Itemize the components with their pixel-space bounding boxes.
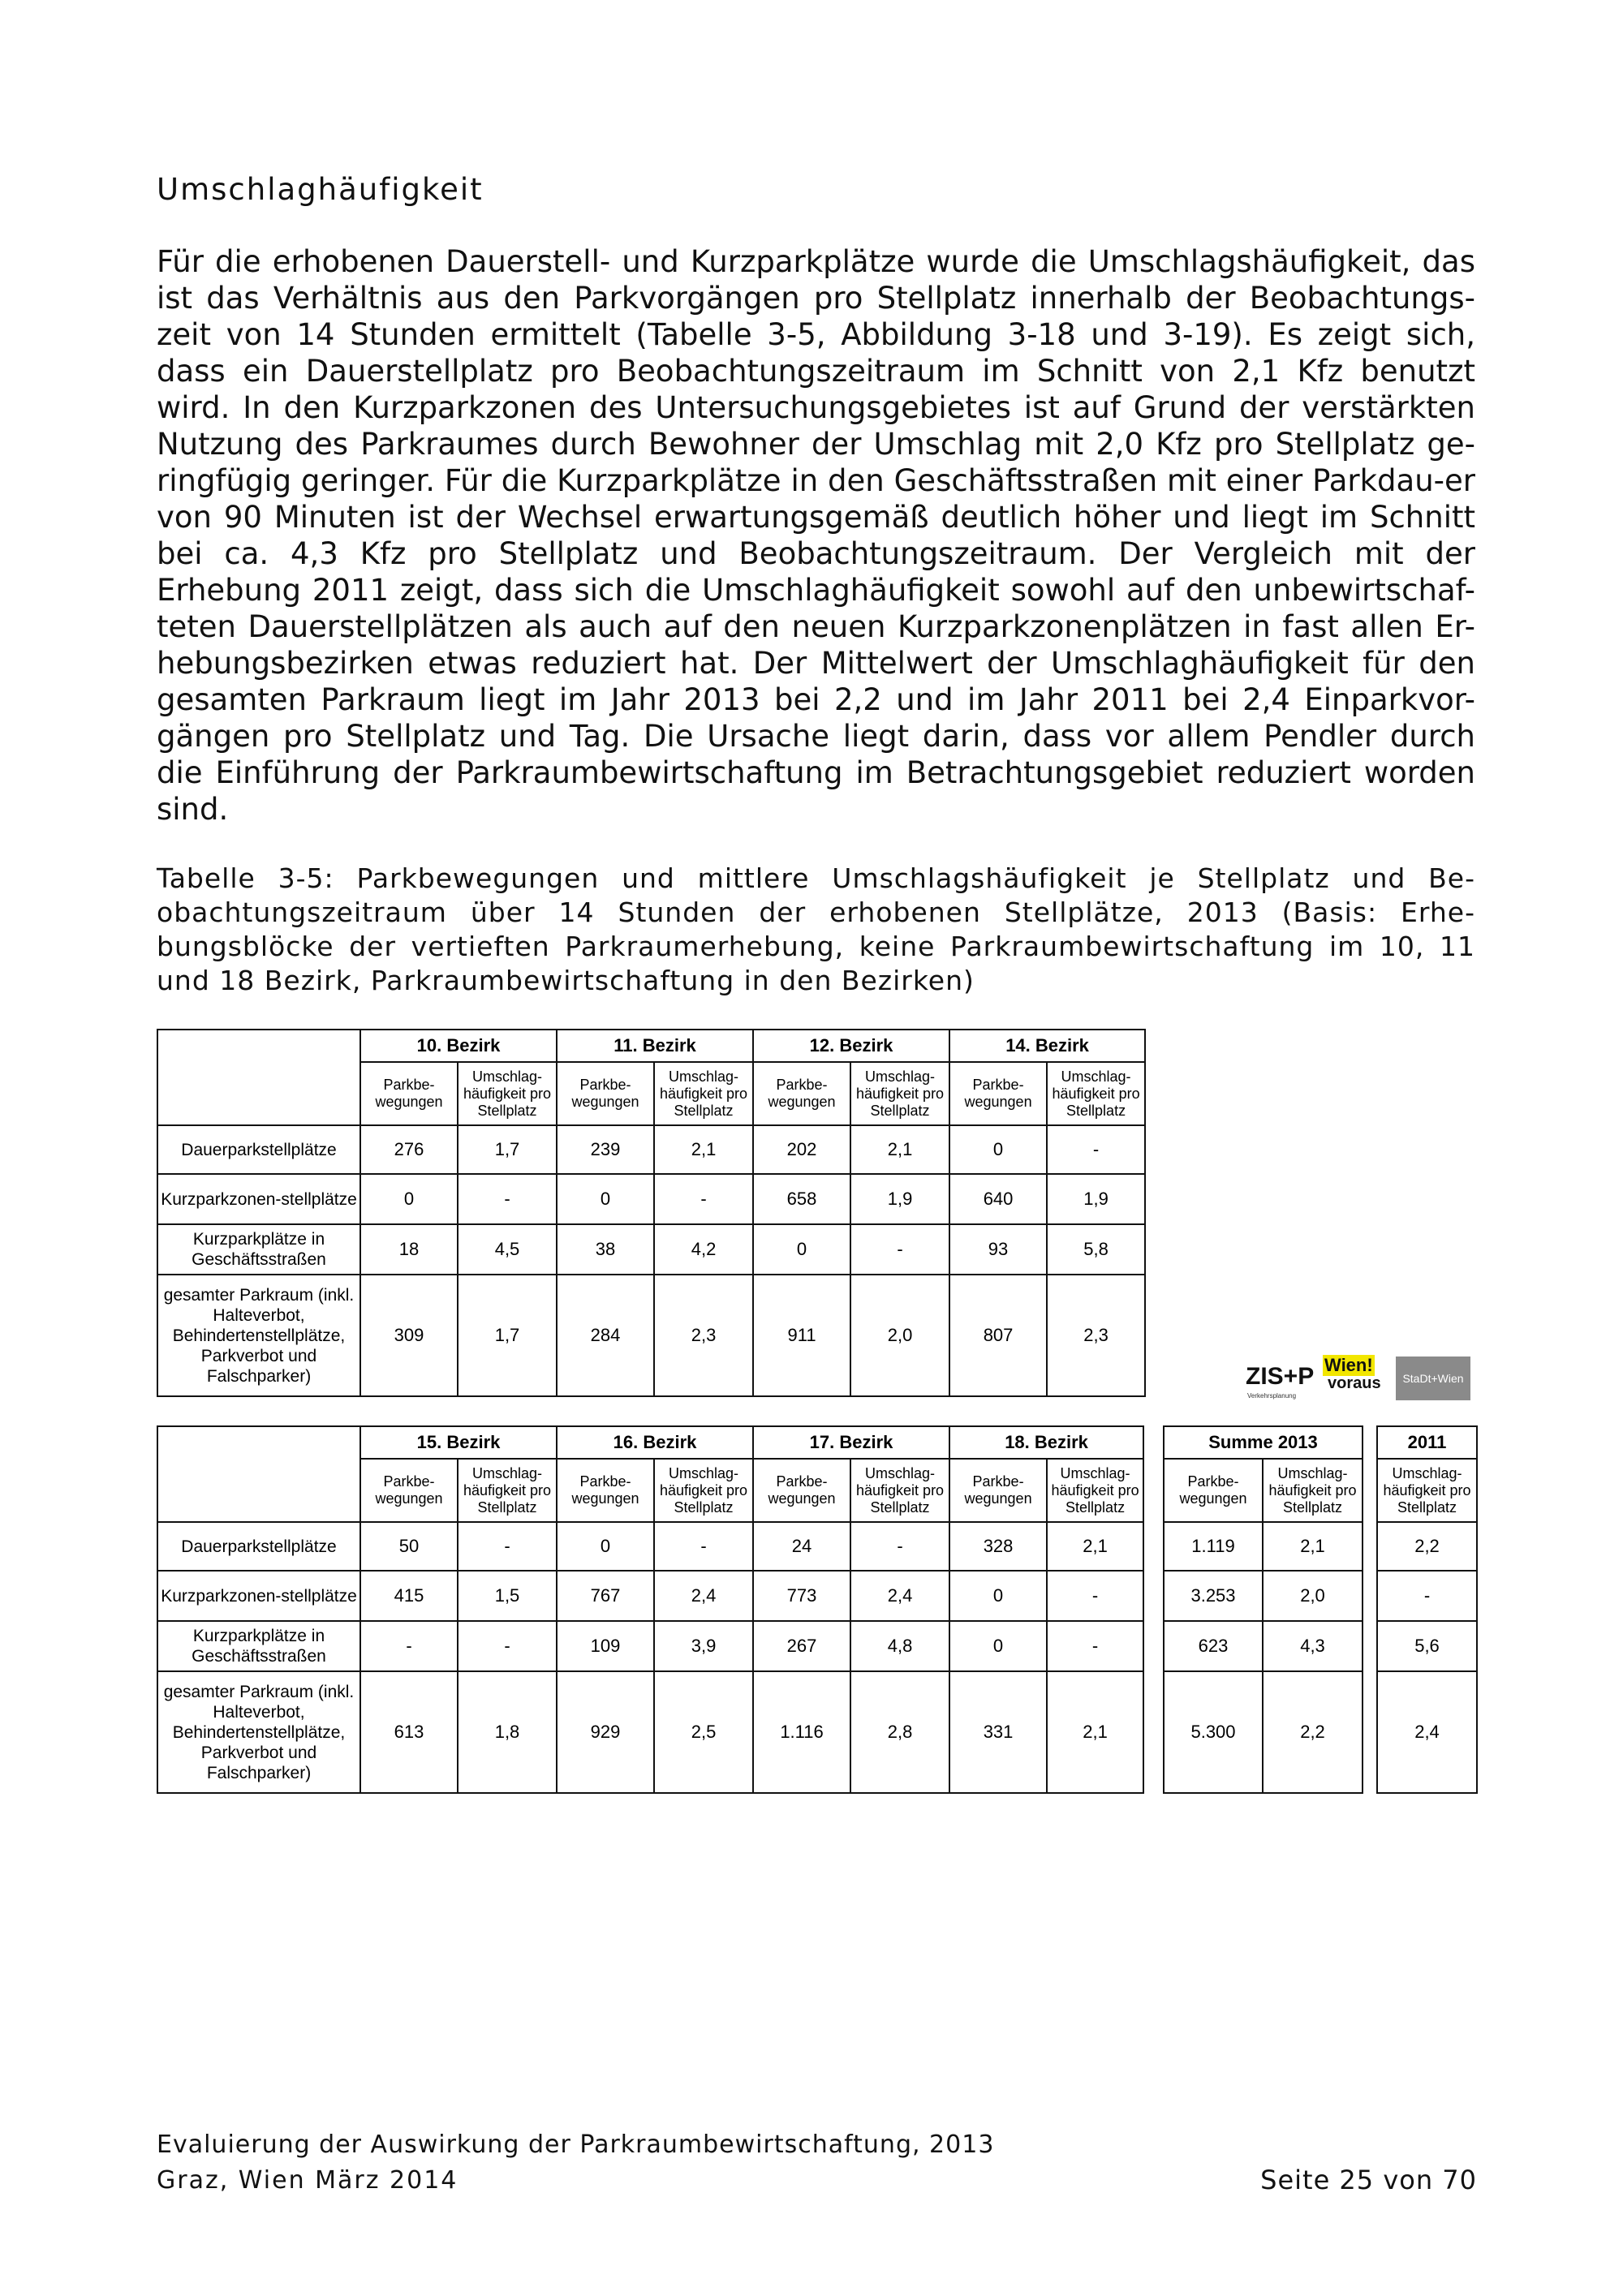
table-cell: - <box>458 1621 557 1671</box>
table-row <box>1377 1621 1477 1671</box>
table-cell: 1,9 <box>850 1174 949 1224</box>
district-header: 12. Bezirk <box>753 1030 949 1062</box>
page-number: Seite 25 von 70 <box>1260 2165 1477 2195</box>
table-row <box>1164 1671 1363 1793</box>
wien-voraus-logo <box>1323 1352 1386 1400</box>
district-header: 18. Bezirk <box>949 1426 1143 1459</box>
row-label: gesamter Parkraum (inkl. Halteverbot, Behindertenstellplätze, Parkverbot und Falschparker) <box>157 1671 360 1793</box>
table-row <box>1377 1671 1477 1793</box>
table-cell: 5.300 <box>1164 1671 1263 1793</box>
table-cell: 2,3 <box>1047 1275 1145 1396</box>
subheader-rate: Umschlag-häufigkeit pro Stellplatz <box>1263 1459 1363 1522</box>
table-cell: 623 <box>1164 1621 1263 1671</box>
zis-logo-subtitle: Verkehrsplanung <box>1247 1392 1297 1400</box>
row-label: Dauerparkstellplätze <box>157 1125 360 1174</box>
table-cell: 1,7 <box>458 1275 557 1396</box>
footer-place-date: Graz, Wien März 2014 <box>157 2166 458 2195</box>
subheader-rate: Umschlag-häufigkeit pro Stellplatz <box>458 1459 557 1522</box>
table-cell: 331 <box>949 1671 1047 1793</box>
table-cell: 4,2 <box>654 1224 753 1275</box>
zis-logo: ZIS+P <box>1246 1363 1315 1390</box>
table-cell: 0 <box>360 1174 458 1224</box>
subheader-moves: Parkbe-wegungen <box>557 1062 654 1125</box>
table-cell: - <box>850 1522 949 1571</box>
table-cell: 50 <box>360 1522 458 1571</box>
table-cell: 309 <box>360 1275 458 1396</box>
subheader-rate: Umschlag-häufigkeit pro Stellplatz <box>850 1459 949 1522</box>
table-cell: 0 <box>949 1125 1047 1174</box>
table-cell: - <box>1047 1571 1143 1621</box>
table-cell: - <box>458 1174 557 1224</box>
table-cell: 38 <box>557 1224 654 1275</box>
table-cell: 4,3 <box>1263 1621 1363 1671</box>
table-row <box>1164 1621 1363 1671</box>
table-cell: - <box>458 1522 557 1571</box>
table-cell: 2,1 <box>654 1125 753 1174</box>
table-cell: 2,1 <box>850 1125 949 1174</box>
table-cell: 1.116 <box>753 1671 850 1793</box>
table-cell: 2,1 <box>1047 1671 1143 1793</box>
table-cell: 2,2 <box>1263 1671 1363 1793</box>
table-cell: 0 <box>557 1174 654 1224</box>
table-row <box>157 1174 1145 1224</box>
subheader-rate: Umschlag-häufigkeit pro Stellplatz <box>654 1062 753 1125</box>
district-header: 11. Bezirk <box>557 1030 753 1062</box>
subheader-rate: Umschlag-häufigkeit pro Stellplatz <box>850 1062 949 1125</box>
table-cell: 93 <box>949 1224 1047 1275</box>
table-cell: 640 <box>949 1174 1047 1224</box>
subheader-moves: Parkbe-wegungen <box>949 1459 1047 1522</box>
subheader-moves: Parkbe-wegungen <box>949 1062 1047 1125</box>
table-cell: 658 <box>753 1174 850 1224</box>
table-districts-10-14 <box>157 1029 1146 1397</box>
subheader-rate: Umschlag-häufigkeit pro Stellplatz <box>1377 1459 1477 1522</box>
year-header: 2011 <box>1377 1426 1477 1459</box>
row-label: Kurzparkplätze in Geschäftsstraßen <box>157 1621 360 1671</box>
table-districts-15-18 <box>157 1425 1144 1794</box>
district-header: 10. Bezirk <box>360 1030 557 1062</box>
footer-title: Evaluierung der Auswirkung der Parkraumbewirtschaftung, 2013 <box>157 2130 995 2159</box>
district-header: 15. Bezirk <box>360 1426 557 1459</box>
table-cell: 807 <box>949 1275 1047 1396</box>
table-cell: 239 <box>557 1125 654 1174</box>
table-cell: 2,1 <box>1263 1522 1363 1571</box>
table-cell: 1,9 <box>1047 1174 1145 1224</box>
body-paragraph: Für die erhobenen Dauerstell- und Kurzparkplätze wurde die Umschlagshäufigkeit, das ist das Verhältnis aus den Parkvorgängen pro Stellplatz innerhalb der Beobachtungs-zeit von 14 Stunden ermittelt (Tabelle 3-5, Abbildung 3-18 und 3-19). Es zeigt sich, dass ein Dauerstellplatz pro Beobachtungszeitraum im Schnitt von 2,1 Kfz benutzt wird. In den Kurzparkzonen des Untersuchungsgebietes ist auf Grund der verstärkten Nutzung des Parkraumes durch Bewohner der Umschlag mit 2,0 Kfz pro Stellplatz ge-ringfügig geringer. Für die Kurzparkplätze in den Geschäftsstraßen mit einer Parkdau-er von 90 Minuten ist der Wechsel erwartungsgemäß deutlich höher und liegt im Schnitt bei ca. 4,3 Kfz pro Stellplatz und Beobachtungszeitraum. Der Vergleich mit der Erhebung 2011 zeigt, dass sich die Umschlaghäufigkeit sowohl auf den unbewirtschaf-teten Dauerstellplätzen als auch auf den neuen Kurzparkzonenplätzen in fast allen Er-hebungsbezirken etwas reduziert hat. Der Mittelwert der Umschlaghäufigkeit für den gesamten Parkraum liegt im Jahr 2013 bei 2,2 und im Jahr 2011 bei 2,4 Einparkvor-gängen pro Stellplatz und Tag. Die Ursache liegt darin, dass vor allem Pendler durch die Einführung der Parkraumbewirtschaftung im Betrachtungsgebiet reduziert worden sind. <box>157 244 1475 827</box>
table-cell: - <box>1377 1571 1477 1621</box>
table-cell: 0 <box>557 1522 654 1571</box>
table-cell: 2,4 <box>654 1571 753 1621</box>
subheader-moves: Parkbe-wegungen <box>1164 1459 1263 1522</box>
summe-header: Summe 2013 <box>1164 1426 1363 1459</box>
table-cell: 2,1 <box>1047 1522 1143 1571</box>
row-label: Kurzparkzonen-stellplätze <box>157 1571 360 1621</box>
table-row <box>157 1671 1143 1793</box>
table-cell: 328 <box>949 1522 1047 1571</box>
table-cell: 613 <box>360 1671 458 1793</box>
table-row <box>157 1522 1143 1571</box>
table-cell: 18 <box>360 1224 458 1275</box>
table-summe-2013 <box>1163 1425 1363 1794</box>
subheader-moves: Parkbe-wegungen <box>753 1459 850 1522</box>
table-caption: Tabelle 3-5: Parkbewegungen und mittlere Umschlagshäufigkeit je Stellplatz und Be-obachtungszeitraum über 14 Stunden der erhobenen Stellplätze, 2013 (Basis: Erhe-bungsblöcke der vertieften Parkraumerhebung, keine Parkraumbewirtschaftung im 10, 11 und 18 Bezirk, Parkraumbewirtschaftung in den Bezirken) <box>157 862 1475 996</box>
table-cell: 5,8 <box>1047 1224 1145 1275</box>
table-cell: 767 <box>557 1571 654 1621</box>
table-cell: 0 <box>949 1621 1047 1671</box>
table-row <box>1164 1571 1363 1621</box>
district-header: 17. Bezirk <box>753 1426 949 1459</box>
row-label: Kurzparkzonen-stellplätze <box>157 1174 360 1224</box>
table-cell: - <box>1047 1621 1143 1671</box>
stadt-wien-logo: StaDt+Wien <box>1396 1357 1470 1400</box>
wien-logo-line2: voraus <box>1328 1374 1381 1392</box>
table-row <box>157 1224 1145 1275</box>
table-cell: 109 <box>557 1621 654 1671</box>
table-cell: 24 <box>753 1522 850 1571</box>
district-header: 16. Bezirk <box>557 1426 753 1459</box>
table-cell: 202 <box>753 1125 850 1174</box>
table-row <box>157 1621 1143 1671</box>
table-cell: 2,4 <box>1377 1671 1477 1793</box>
table-cell: 4,8 <box>850 1621 949 1671</box>
table-cell: 415 <box>360 1571 458 1621</box>
table-cell: 0 <box>949 1571 1047 1621</box>
table-cell: 1,8 <box>458 1671 557 1793</box>
subheader-moves: Parkbe-wegungen <box>360 1459 458 1522</box>
wien-logo-line1: Wien! <box>1324 1355 1373 1375</box>
table-cell: 267 <box>753 1621 850 1671</box>
table-cell: - <box>654 1174 753 1224</box>
table-cell: - <box>360 1621 458 1671</box>
table-cell: 3,9 <box>654 1621 753 1671</box>
subheader-moves: Parkbe-wegungen <box>557 1459 654 1522</box>
table-cell: 4,5 <box>458 1224 557 1275</box>
table-cell: 2,2 <box>1377 1522 1477 1571</box>
table-row <box>1377 1571 1477 1621</box>
row-label: Dauerparkstellplätze <box>157 1522 360 1571</box>
subheader-rate: Umschlag-häufigkeit pro Stellplatz <box>654 1459 753 1522</box>
table-cell: 2,8 <box>850 1671 949 1793</box>
table-cell: 2,5 <box>654 1671 753 1793</box>
row-label: gesamter Parkraum (inkl. Halteverbot, Behindertenstellplätze, Parkverbot und Falschparker) <box>157 1275 360 1396</box>
table-cell: 911 <box>753 1275 850 1396</box>
section-heading: Umschlaghäufigkeit <box>157 172 484 207</box>
table-cell: 276 <box>360 1125 458 1174</box>
table-row <box>1164 1522 1363 1571</box>
table-cell: 0 <box>753 1224 850 1275</box>
table-cell: 1.119 <box>1164 1522 1263 1571</box>
district-header: 14. Bezirk <box>949 1030 1145 1062</box>
table-cell: 284 <box>557 1275 654 1396</box>
table-cell: 2,0 <box>850 1275 949 1396</box>
subheader-rate: Umschlag-häufigkeit pro Stellplatz <box>1047 1459 1143 1522</box>
table-cell: 2,4 <box>850 1571 949 1621</box>
table-cell: 2,3 <box>654 1275 753 1396</box>
corner-cell <box>157 1426 360 1522</box>
table-row <box>157 1275 1145 1396</box>
logo-group <box>1246 1352 1477 1404</box>
corner-cell <box>157 1030 360 1125</box>
subheader-moves: Parkbe-wegungen <box>360 1062 458 1125</box>
table-cell: 1,7 <box>458 1125 557 1174</box>
subheader-rate: Umschlag-häufigkeit pro Stellplatz <box>458 1062 557 1125</box>
table-cell: 773 <box>753 1571 850 1621</box>
table-row <box>157 1125 1145 1174</box>
table-cell: - <box>654 1522 753 1571</box>
row-label: Kurzparkplätze in Geschäftsstraßen <box>157 1224 360 1275</box>
table-cell: 3.253 <box>1164 1571 1263 1621</box>
table-cell: - <box>850 1224 949 1275</box>
table-cell: - <box>1047 1125 1145 1174</box>
table-cell: 1,5 <box>458 1571 557 1621</box>
table-2011 <box>1376 1425 1478 1794</box>
table-row <box>1377 1522 1477 1571</box>
table-row <box>157 1571 1143 1621</box>
table-cell: 2,0 <box>1263 1571 1363 1621</box>
subheader-rate: Umschlag-häufigkeit pro Stellplatz <box>1047 1062 1145 1125</box>
table-cell: 929 <box>557 1671 654 1793</box>
subheader-moves: Parkbe-wegungen <box>753 1062 850 1125</box>
table-cell: 5,6 <box>1377 1621 1477 1671</box>
